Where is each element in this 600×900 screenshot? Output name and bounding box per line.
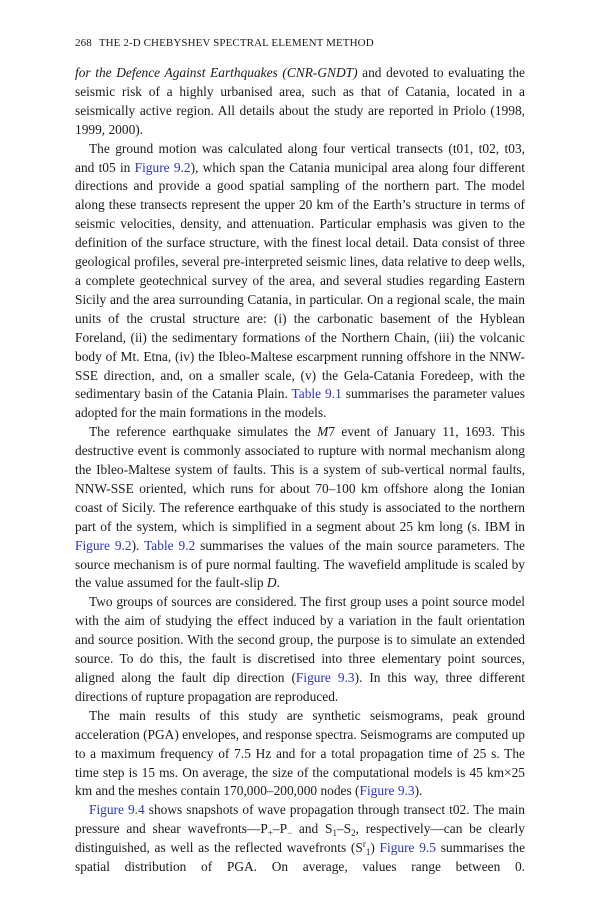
fault-slip-symbol: D [266,575,277,591]
organization-name: for the Defence Against Earthquakes (CNR-GNDT) [75,65,358,80]
body-text [75,64,525,877]
figure-9-5-link[interactable]: Figure 9.5 [379,840,436,856]
paragraph-4: Two groups of sources are considered. The first group uses a point source model with the aim of studying the effect induced by a variation in the fault orientation and source position. With the second group, the purpose is to simulate an extended source. To do this, the fault is discretised into three elementary point sources, aligned along the fault dip direction (Figure 9.3). In this way, three different directions of rupture propagation are reproduced. [75,594,526,704]
figure-9-3-link[interactable]: Figure 9.3 [359,783,415,799]
page-number: 268 [75,37,92,49]
figure-9-2-link[interactable]: Figure 9.2 [134,159,191,175]
paragraph-6: Figure 9.4 shows snapshots of wave propagation through transect t02. The main pressure and shear $wavefronts—P_+-P_-$ and $S_1-S_2$, respectively—can be clearly distinguished, as well as the reflected wavefronts $(S^r_1)$ Figure 9.5 summarises the spatial distribution of PGA. On average, values range between 0. [75,802,526,875]
figure-9-3-link[interactable]: Figure 9.3 [295,670,355,685]
magnitude-symbol: M [317,424,329,440]
running-header [75,37,374,49]
paragraph-3: The reference earthquake simulates the M7 event of January 11, 1693. This destructive event is commonly associated to rupture with normal mechanism along the Ibleo-Maltese system of faults. This is a system of sub-vertical normal faults, NNW-SSE oriented, which runs for about 70–100 km offshore along the Ionian coast of Sicily. The reference earthquake of this study is associated to the northern part of the system, which is simplified in a segment about 25 km long (s. IBM in Figure 9.2). Table 9.2 summarises the values of the main source parameters. The source mechanism is of pure normal faulting. The wavefield amplitude is scaled by the value assumed for the fault-slip D. [75,424,525,591]
paragraph-5: The main results of this study are synthetic seismograms, peak ground acceleration (PGA) envelopes, and response spectra. Seismograms are computed up to a maximum frequency of 7.5 Hz and for a total propagation time of 25 s. The time step is 15 ms. On average, the size of the computational models is 45 km×25 km and the meshes contain 170,000–200,000 nodes (Figure 9.3). [75,707,525,799]
table-9-1-link[interactable]: Table 9.1 [291,386,342,402]
table-9-2-link[interactable]: Table 9.2 [144,537,196,553]
running-title: THE 2-D CHEBYSHEV SPECTRAL ELEMENT METHOD [98,37,374,49]
figure-9-4-link[interactable]: Figure 9.4 [89,802,145,818]
figure-9-2-link[interactable]: Figure 9.2 [75,537,132,553]
paragraph-1: for the Defence Against Earthquakes (CNR-GNDT) and devoted to evaluating the seismic risk of a highly urbanised area, such as that of Catania, located in a seismically active region. All details about the study are reported in Priolo (1998, 1999, 2000). [75,65,525,137]
paragraph-2: The ground motion was calculated along four vertical transects (t01, t02, t03, and t05 in Figure 9.2), which span the Catania municipal area along four different directions and provide a good spatial sampling of the northern part. The model along these transects represent the upper 20 km of the Earth’s structure in terms of seismic velocities, density, and attenuation. Particular emphasis was given to the definition of the surface structure, with the finest local detail. Data consist of three geological profiles, several pre-interpreted seismic lines, data relative to deep wells, a complete geotechnical survey of the area, and several studies regarding Eastern Sicily and the area surrounding Catania, in particular. On a regional scale, the main units of the crustal structure are: (i) the carbonatic basement of the Hyblean Foreland, (ii) the sedimentary formations of the Northern Chain, (iii) the volcanic body of Mt. Etna, (iv) the Ibleo-Maltese escarpment running offshore in the NNW-SSE direction, and, on a smaller scale, (v) the Gela-Catania Foredeep, with the sedimentary basin of the Catania Plain. Table 9.1 summarises the parameter values adopted for the main formations in the models. [75,140,526,421]
